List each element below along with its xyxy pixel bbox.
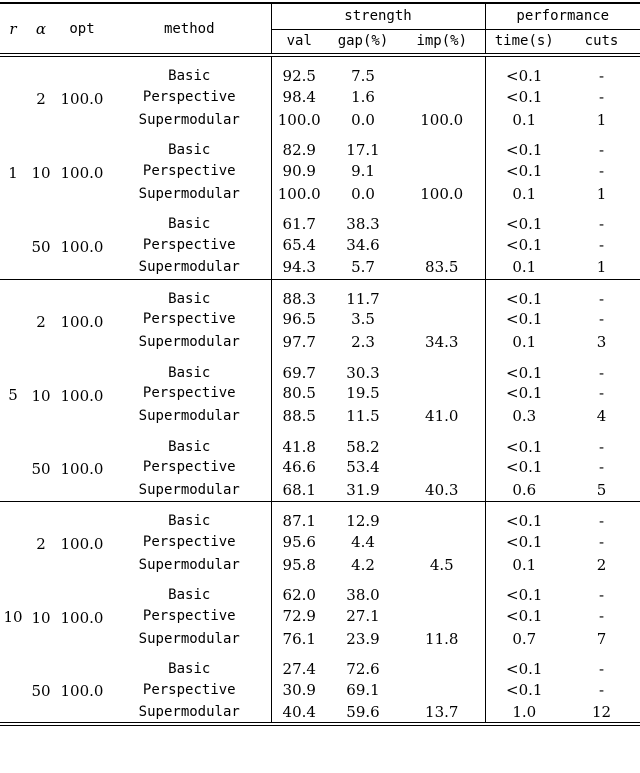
cell-method: Basic [108,502,271,531]
table-row [0,502,640,531]
cell-val: 76.1 [271,627,327,650]
cell-cuts: - [598,384,605,402]
cell-cuts: - [563,502,640,531]
cell-cuts: - [598,680,605,699]
header-opt: opt [56,3,108,55]
cell-opt: 100.0 [60,609,104,627]
cell-val: 46.6 [271,456,327,479]
cell-imp [399,604,485,627]
cell-imp: 4.5 [429,555,454,574]
cell-val: 72.9 [271,604,327,627]
cell-gap: 5.7 [351,258,375,277]
cell-opt: 100.0 [60,237,104,256]
cell-imp: 11.8 [425,629,459,648]
cell-cuts: - [598,586,605,604]
header-val: val [271,29,327,55]
cell-gap: 19.5 [346,384,380,402]
cell-time: <0.1 [485,85,563,108]
cell-val: 82.9 [271,131,327,159]
cell-alpha: 2 [26,502,56,577]
cell-gap: 3.5 [351,310,375,328]
cell-gap: 53.4 [346,458,380,476]
cell-val: 100.0 [271,182,327,205]
cell-val: 68.1 [271,479,327,502]
cell-opt: 100.0 [60,682,104,700]
cell-method: Perspective [142,162,236,179]
cell-gap: 1.6 [351,87,375,106]
table-row [0,428,640,456]
header-gap: gap(%) [327,29,399,55]
cell-val: 95.6 [271,530,327,553]
cell-imp [399,159,485,182]
cell-val: 30.9 [271,678,327,701]
cell-imp: 34.3 [425,333,459,351]
cell-opt: 100.0 [60,460,104,479]
cell-r: 1 [8,163,18,182]
cell-time: <0.1 [485,159,563,182]
cell-val: 88.5 [271,405,327,428]
cell-gap: 9.1 [351,161,375,180]
cell-imp [399,502,485,531]
cell-gap: 34.6 [346,235,380,254]
cell-cuts: 1 [596,258,607,277]
cell-method: Supermodular [138,703,240,720]
cell-method: Supermodular [138,630,240,647]
cell-cuts: 7 [596,629,607,648]
cell-imp [399,428,485,456]
cell-time: <0.1 [485,131,563,159]
cell-method: Perspective [142,236,236,253]
table-row [0,279,640,308]
cell-imp: 13.7 [425,702,459,721]
cell-time: <0.1 [485,576,563,604]
cell-alpha: 50 [31,682,51,700]
cell-time: <0.1 [485,428,563,456]
header-strength: strength [271,3,485,29]
cell-imp: 100.0 [420,184,464,203]
cell-val: 92.5 [271,55,327,85]
cell-gap: 12.9 [327,502,399,531]
cell-gap: 17.1 [346,141,380,159]
cell-imp: 100.0 [420,110,464,129]
computational-results-table [0,2,640,726]
cell-method: Perspective [142,607,236,624]
cell-time: 0.1 [485,553,563,576]
cell-cuts: - [598,141,605,159]
cell-gap: 58.2 [346,437,380,456]
cell-alpha: 10 [31,609,51,627]
cell-gap: 11.7 [327,279,399,308]
cell-time: <0.1 [485,678,563,701]
cell-method: Supermodular [138,334,240,350]
table-header [0,3,640,55]
cell-opt: 100.0 [60,386,104,405]
cell-val: 96.5 [271,308,327,331]
cell-imp [399,576,485,604]
cell-gap: 7.5 [351,67,375,85]
cell-time: <0.1 [485,456,563,479]
cell-gap: 38.0 [346,586,380,604]
cell-method: Supermodular [138,481,240,498]
cell-time: <0.1 [485,530,563,553]
cell-imp [399,279,485,308]
cell-cuts: 2 [596,555,607,574]
cell-imp [399,205,485,233]
header-time: time(s) [485,29,563,55]
cell-gap: 2.3 [351,333,375,351]
table-row [0,205,640,233]
cell-method: Perspective [142,681,236,698]
cell-val: 41.8 [271,428,327,456]
cell-imp [399,530,485,553]
cell-time: 1.0 [485,701,563,724]
cell-cuts: - [598,532,605,551]
cell-time: <0.1 [485,382,563,405]
header-imp: imp(%) [399,29,485,55]
cell-gap: 27.1 [346,606,380,625]
cell-alpha: 50 [31,237,51,256]
cell-time: 0.7 [485,627,563,650]
cell-imp: 40.3 [425,480,459,499]
cell-imp: 41.0 [425,407,459,425]
table-row [0,650,640,678]
cell-imp [399,131,485,159]
cell-val: 27.4 [271,650,327,678]
cell-gap: 59.6 [346,702,380,721]
cell-time: 0.3 [485,405,563,428]
cell-gap: 0.0 [351,110,375,129]
cell-time: <0.1 [485,205,563,233]
cell-gap: 11.5 [346,407,380,425]
cell-imp [399,308,485,331]
header-cuts: cuts [563,29,640,55]
cell-cuts: - [598,310,605,328]
cell-time: 0.1 [485,108,563,131]
cell-opt: 100.0 [60,164,104,182]
cell-val: 88.3 [271,279,327,308]
cell-cuts: 1 [596,110,607,129]
cell-method: Supermodular [138,556,240,573]
cell-method: Perspective [142,385,236,401]
cell-opt: 100.0 [56,279,108,354]
cell-alpha: 2 [36,90,46,108]
cell-val: 62.0 [271,576,327,604]
cell-opt: 100.0 [56,502,108,577]
cell-time: <0.1 [485,604,563,627]
cell-cuts: 12 [591,702,612,721]
cell-cuts: - [598,235,605,254]
cell-cuts: - [598,87,605,106]
cell-method: Supermodular [138,185,240,202]
cell-method: Supermodular [138,408,240,424]
cell-gap: 23.9 [346,629,380,648]
cell-val: 100.0 [271,108,327,131]
cell-time: 0.1 [485,256,563,279]
cell-method: Perspective [142,459,236,475]
cell-cuts: 1 [596,184,607,203]
cell-alpha: 10 [31,386,51,405]
cell-gap: 0.0 [351,184,375,203]
cell-cuts: - [598,660,605,678]
cell-method: Basic [168,364,211,381]
cell-time: <0.1 [485,650,563,678]
cell-val: 40.4 [271,701,327,724]
cell-cuts: - [598,606,605,625]
cell-val: 97.7 [271,331,327,354]
cell-val: 61.7 [271,205,327,233]
cell-cuts: - [598,458,605,476]
table-row [0,131,640,159]
table-body [0,55,640,724]
cell-gap: 4.2 [351,555,375,574]
cell-val: 90.9 [271,159,327,182]
cell-method: Basic [168,438,211,455]
cell-time: <0.1 [485,279,563,308]
cell-gap: 72.6 [346,660,380,678]
cell-opt: 100.0 [60,90,104,108]
cell-cuts: 4 [596,407,607,425]
cell-time: <0.1 [485,308,563,331]
cell-gap: 31.9 [346,480,380,499]
cell-alpha: 50 [31,460,51,479]
cell-imp [399,382,485,405]
cell-method: Basic [168,142,211,158]
cell-gap: 4.4 [351,532,375,551]
cell-cuts: - [598,215,605,233]
cell-method: Perspective [142,533,236,550]
cell-gap: 38.3 [346,215,380,233]
cell-time: 0.1 [485,182,563,205]
cell-method: Supermodular [138,111,240,128]
cell-time: <0.1 [485,55,563,85]
cell-time: <0.1 [485,354,563,382]
cell-cuts: - [563,279,640,308]
cell-method: Perspective [142,311,236,327]
header-method: method [108,3,271,55]
cell-val: 65.4 [271,233,327,256]
cell-r: 5 [0,279,26,502]
cell-cuts: - [598,437,605,456]
cell-method: Supermodular [138,259,240,276]
cell-time: <0.1 [485,502,563,531]
cell-imp [399,233,485,256]
header-r: r [0,3,26,55]
cell-method: Basic [168,587,211,603]
cell-val: 94.3 [271,256,327,279]
cell-method: Basic [168,68,211,84]
cell-time: 0.1 [485,331,563,354]
table-row [0,576,640,604]
cell-imp [399,650,485,678]
cell-method: Basic [108,279,271,308]
cell-alpha: 10 [31,164,51,182]
cell-val: 87.1 [271,502,327,531]
cell-method: Basic [168,216,211,232]
cell-val: 98.4 [271,85,327,108]
header-alpha: α [26,3,56,55]
cell-alpha: 2 [26,279,56,354]
table-row [0,354,640,382]
cell-cuts: - [598,67,605,85]
cell-cuts: 5 [596,480,607,499]
cell-time: 0.6 [485,479,563,502]
cell-imp: 83.5 [425,258,459,277]
cell-r: 10 [0,502,26,725]
cell-imp [399,55,485,85]
cell-cuts: - [598,363,605,382]
cell-method: Perspective [142,88,236,105]
header-row-groups [0,3,640,29]
cell-val: 69.7 [271,354,327,382]
cell-imp [399,354,485,382]
cell-method: Basic [168,661,211,677]
cell-time: <0.1 [485,233,563,256]
cell-val: 80.5 [271,382,327,405]
cell-imp [399,85,485,108]
cell-val: 95.8 [271,553,327,576]
cell-imp [399,456,485,479]
cell-cuts: - [598,161,605,180]
cell-cuts: 3 [596,333,607,351]
table-row [0,55,640,85]
cell-gap: 69.1 [346,680,380,699]
cell-imp [399,678,485,701]
cell-gap: 30.3 [346,363,380,382]
header-performance: performance [485,3,640,29]
